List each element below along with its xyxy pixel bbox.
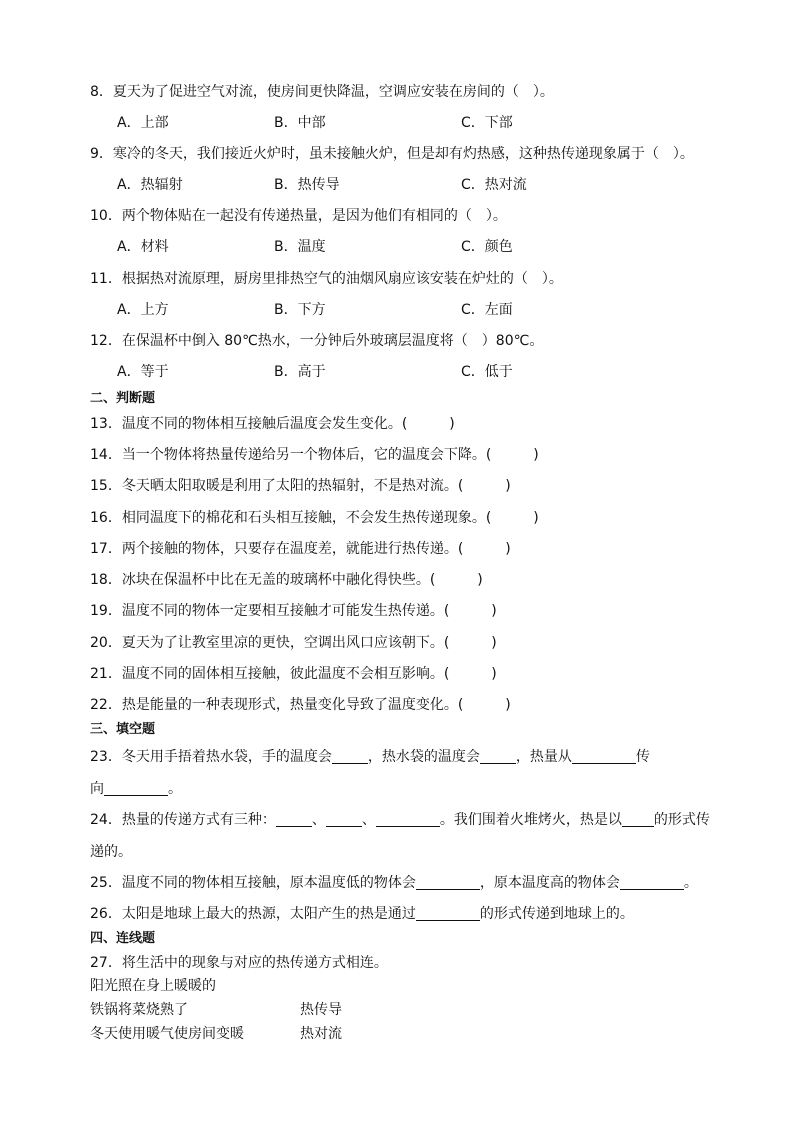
question-22: 22．热是能量的一种表现形式，热量变化导致了温度变化。( ) — [90, 697, 511, 713]
blank[interactable] — [416, 906, 480, 921]
option-c: C．左面 — [461, 302, 513, 318]
q24-text-2: 。我们围着火堆烤火，热是以 — [439, 812, 622, 828]
question-10: 10．两个物体贴在一起没有传递热量，是因为他们有相同的（ ）。 — [90, 208, 507, 224]
question-27: 27．将生活中的现象与对应的热传递方式相连。 — [90, 955, 388, 971]
match-right-item[interactable]: 热传导 — [300, 1002, 342, 1018]
question-24 — [90, 811, 710, 829]
q26-text-1: 26．太阳是地球上最大的热源，太阳产生的热是通过 — [90, 906, 416, 922]
blank[interactable] — [332, 749, 368, 764]
question-21: 21．温度不同的固体相互接触，彼此温度不会相互影响。( ) — [90, 666, 497, 682]
q23-text-1: 23．冬天用手捂着热水袋，手的温度会 — [90, 749, 332, 765]
blank[interactable] — [326, 812, 362, 827]
q24-sep: 、 — [361, 812, 376, 828]
question-9: 9．寒冷的冬天，我们接近火炉时，虽未接触火炉，但是却有灼热感，这种热传递现象属于（ ）。 — [90, 146, 694, 162]
question-12: 12．在保温杯中倒入 80℃热水，一分钟后外玻璃层温度将（ ）80℃。 — [90, 333, 544, 349]
option-b: B．高于 — [274, 364, 326, 380]
question-26 — [90, 905, 634, 923]
q25-text-2: ，原本温度高的物体会 — [479, 875, 620, 891]
question-11: 11．根据热对流原理，厨房里排热空气的油烟风扇应该安装在炉灶的（ ）。 — [90, 271, 563, 287]
option-b: B．中部 — [274, 115, 326, 131]
question-20: 20．夏天为了让教室里凉的更快，空调出风口应该朝下。( ) — [90, 635, 497, 651]
option-c: C．下部 — [461, 115, 513, 131]
blank[interactable] — [276, 812, 312, 827]
options-8 — [117, 114, 717, 132]
question-8: 8．夏天为了促进空气对流，使房间更快降温，空调应安装在房间的（ ）。 — [90, 84, 554, 100]
match-right-item[interactable]: 热对流 — [300, 1026, 342, 1042]
option-a: A．上部 — [117, 115, 169, 131]
q24-text-3: 的形式传 — [653, 812, 710, 828]
options-12 — [117, 363, 717, 381]
question-15: 15．冬天晒太阳取暖是利用了太阳的热辐射，不是热对流。( ) — [90, 478, 511, 494]
option-b: B．下方 — [274, 302, 326, 318]
option-a: A．热辐射 — [117, 177, 183, 193]
option-a: A．材料 — [117, 239, 169, 255]
question-13: 13．温度不同的物体相互接触后温度会发生变化。( ) — [90, 416, 455, 432]
option-c: C．低于 — [461, 364, 513, 380]
question-25 — [90, 874, 698, 892]
section-heading-match: 四、连线题 — [90, 931, 156, 946]
option-c: C．热对流 — [461, 177, 527, 193]
question-14: 14．当一个物体将热量传递给另一个物体后，它的温度会下降。( ) — [90, 447, 539, 463]
q25-text-1: 25．温度不同的物体相互接触，原本温度低的物体会 — [90, 875, 416, 891]
q23-text-6: 。 — [168, 781, 182, 797]
q24-sep: 、 — [311, 812, 326, 828]
option-c: C．颜色 — [461, 239, 513, 255]
option-b: B．热传导 — [274, 177, 340, 193]
match-left-item[interactable]: 铁锅将菜烧熟了 — [90, 1002, 188, 1018]
blank[interactable] — [104, 781, 168, 796]
options-9 — [117, 176, 717, 194]
q23-text-2: ，热水袋的温度会 — [367, 749, 480, 765]
q26-text-2: 的形式传递到地球上的。 — [479, 906, 634, 922]
options-10 — [117, 238, 717, 256]
question-18: 18．冰块在保温杯中比在无盖的玻璃杯中融化得快些。( ) — [90, 572, 483, 588]
question-23-cont — [90, 780, 182, 798]
match-left-item[interactable]: 冬天使用暖气使房间变暖 — [90, 1026, 244, 1042]
section-heading-fill: 三、填空题 — [90, 722, 156, 737]
blank[interactable] — [376, 812, 440, 827]
q23-text-5: 向 — [90, 781, 104, 797]
options-11 — [117, 301, 717, 319]
blank[interactable] — [622, 812, 654, 827]
blank[interactable] — [480, 749, 516, 764]
q23-text-4: 传 — [635, 749, 650, 765]
option-b: B．温度 — [274, 239, 326, 255]
blank[interactable] — [416, 875, 480, 890]
section-heading-judge: 二、判断题 — [90, 391, 156, 406]
blank[interactable] — [620, 875, 684, 890]
question-17: 17．两个接触的物体，只要存在温度差，就能进行热传递。( ) — [90, 541, 511, 557]
q24-text-1: 24．热量的传递方式有三种： — [90, 812, 276, 828]
question-24-cont: 递的。 — [90, 844, 132, 860]
option-a: A．等于 — [117, 364, 169, 380]
option-a: A．上方 — [117, 302, 169, 318]
q23-text-3: ，热量从 — [515, 749, 572, 765]
blank[interactable] — [572, 749, 636, 764]
question-19: 19．温度不同的物体一定要相互接触才可能发生热传递。( ) — [90, 603, 497, 619]
match-left-item[interactable]: 阳光照在身上暖暖的 — [90, 978, 216, 994]
q25-text-3: 。 — [683, 875, 698, 891]
question-16: 16．相同温度下的棉花和石头相互接触，不会发生热传递现象。( ) — [90, 510, 539, 526]
question-23 — [90, 748, 650, 766]
